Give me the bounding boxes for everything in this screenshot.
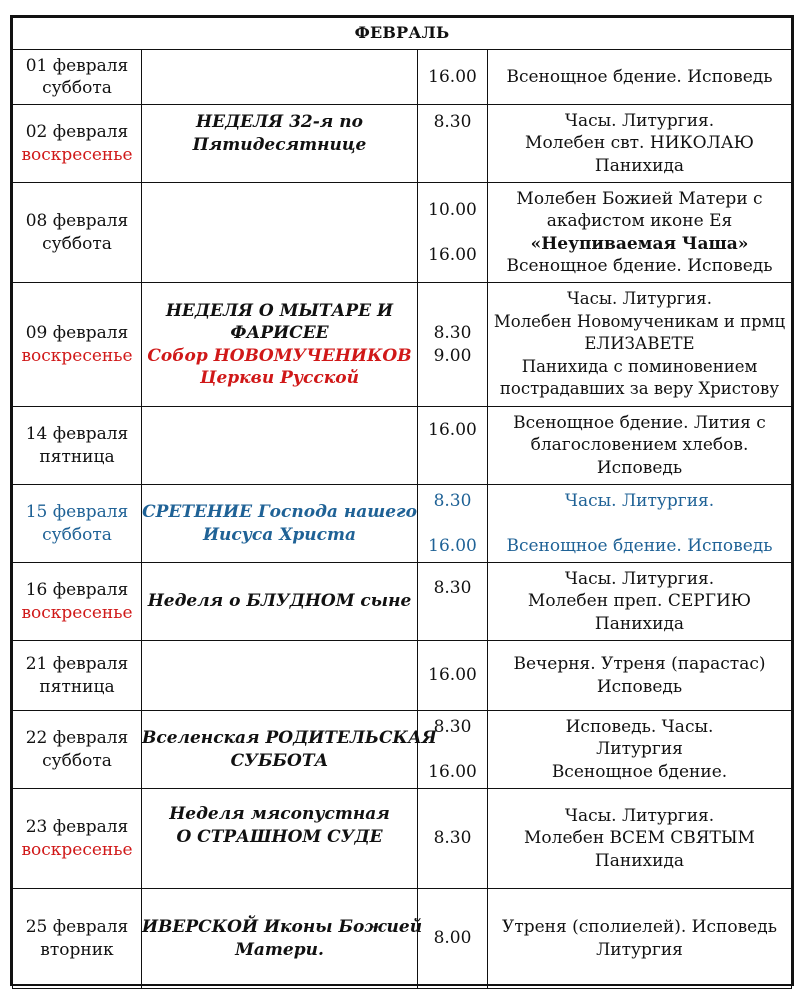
- feast-cell: [142, 50, 418, 105]
- feast-line: ФАРИСЕЕ: [230, 323, 329, 343]
- feast-cell: [142, 789, 418, 889]
- table-row: [13, 50, 792, 105]
- service-line: Панихида: [594, 613, 685, 634]
- service-cell: [488, 105, 792, 183]
- date-cell: [13, 485, 142, 563]
- feast-cell: [142, 485, 418, 563]
- time-label: 8.30: [433, 828, 472, 849]
- feast-line: НЕДЕЛЯ О МЫТАРЕ И: [165, 300, 394, 321]
- time-cell: [418, 50, 488, 105]
- service-line: Молебен Новомученикам и прмц: [493, 311, 786, 331]
- date-label: 16 февраля: [25, 580, 129, 600]
- service-line: Часы. Литургия.: [564, 568, 715, 589]
- date-cell: [13, 407, 142, 485]
- service-line: Молебен Божией Матери с: [516, 188, 763, 209]
- weekday-label: воскресенье: [21, 602, 133, 623]
- service-cell: [488, 641, 792, 711]
- feast-line: Пятидесятнице: [192, 134, 367, 155]
- feast-line: ИВЕРСКОЙ Иконы Божией: [142, 917, 423, 937]
- time-cell: [418, 485, 488, 563]
- service-cell: [488, 711, 792, 789]
- service-cell: [488, 183, 792, 283]
- service-line: Литургия: [596, 739, 683, 760]
- service-line: Панихида: [594, 850, 685, 871]
- time-label: 16.00: [428, 420, 477, 440]
- service-line: Литургия: [596, 939, 683, 960]
- service-line: Всенощное бдение. Исповедь: [506, 66, 773, 87]
- table-row: [13, 889, 792, 989]
- feast-cell: [142, 889, 423, 989]
- date-cell: [13, 789, 142, 889]
- time-label: 10.00: [428, 199, 477, 220]
- date-cell: [13, 711, 142, 789]
- weekday-label: суббота: [42, 750, 112, 771]
- date-cell: [13, 641, 142, 711]
- time-label: 16.00: [428, 244, 477, 265]
- date-cell: [13, 283, 142, 407]
- weekday-label: суббота: [42, 524, 112, 545]
- service-line: Молебен ВСЕМ СВЯТЫМ: [524, 828, 755, 849]
- table-row: [13, 283, 792, 407]
- date-label: 01 февраля: [25, 55, 129, 76]
- table-row: [13, 183, 792, 283]
- time-label: 8.30: [433, 323, 472, 343]
- date-label: 02 февраля: [25, 122, 129, 142]
- feast-line: Вселенская РОДИТЕЛЬСКАЯ: [142, 728, 437, 748]
- feast-line: СУББОТА: [230, 750, 329, 771]
- time-label: 16.00: [428, 761, 477, 782]
- service-line: Исповедь. Часы.: [565, 716, 714, 737]
- service-cell: [488, 789, 792, 889]
- feast-line: НЕДЕЛЯ 32-я по: [196, 112, 363, 132]
- feast-line: Неделя о БЛУДНОМ сыне: [147, 591, 412, 612]
- table-row: [13, 105, 792, 183]
- service-line: Часы. Литургия.: [564, 110, 715, 131]
- feast-line: Церкви Русской: [200, 368, 359, 388]
- service-line: Всенощное бдение.: [551, 761, 728, 782]
- table-row: [13, 407, 792, 485]
- feast-cell: [142, 407, 418, 485]
- feast-line: Иисуса Христа: [202, 524, 357, 545]
- month-header-row: [13, 18, 792, 50]
- time-label: 16.00: [428, 66, 477, 87]
- service-line: Молебен преп. СЕРГИЮ: [527, 591, 752, 612]
- weekday-label: пятница: [39, 676, 115, 697]
- time-label: 8.30: [433, 716, 472, 737]
- time-label: 8.30: [433, 578, 472, 598]
- weekday-label: вторник: [40, 939, 114, 960]
- time-cell: [418, 711, 488, 789]
- table-row: [13, 641, 792, 711]
- service-line: Часы. Литургия.: [564, 805, 715, 826]
- time-label: 9.00: [433, 345, 472, 366]
- date-cell: [13, 183, 142, 283]
- feast-line: СРЕТЕНИЕ Господа нашего: [142, 502, 417, 522]
- date-label: 08 февраля: [25, 211, 129, 231]
- feast-cell: [142, 183, 418, 283]
- service-line: Всенощное бдение. Исповедь: [506, 256, 773, 276]
- feast-line: Матери.: [235, 939, 324, 960]
- service-line: Всенощное бдение. Лития с: [513, 412, 766, 433]
- time-label: 8.30: [433, 112, 472, 132]
- table-row: [13, 485, 792, 563]
- weekday-label: суббота: [42, 233, 112, 254]
- date-label: 25 февраля: [25, 917, 129, 937]
- time-label: 8.30: [433, 490, 472, 511]
- time-cell: [418, 105, 488, 183]
- service-line: Часы. Литургия.: [564, 490, 715, 511]
- date-label: 15 февраля: [25, 502, 129, 522]
- service-cell: [488, 283, 792, 407]
- time-cell: [418, 283, 488, 407]
- table-row: [13, 563, 792, 641]
- time-label: 8.00: [433, 928, 472, 949]
- service-line: Утреня (сполиелей). Исповедь: [502, 917, 777, 937]
- weekday-label: суббота: [42, 78, 112, 98]
- date-label: 22 февраля: [25, 728, 129, 748]
- service-line: пострадавших за веру Христову: [499, 379, 780, 399]
- service-line: акафистом иконе Ея: [546, 211, 733, 231]
- feast-cell: [142, 711, 437, 789]
- service-line: Исповедь: [596, 457, 683, 478]
- service-line: Молебен свт. НИКОЛАЮ: [525, 133, 754, 154]
- service-line: благословением хлебов.: [530, 435, 749, 456]
- service-cell: [488, 563, 792, 641]
- table-row: [13, 711, 792, 789]
- service-line: Всенощное бдение. Исповедь: [506, 535, 773, 556]
- weekday-label: воскресенье: [21, 144, 133, 165]
- feast-line: Неделя мясопустная: [169, 804, 390, 824]
- feast-cell: [142, 563, 418, 641]
- schedule-table: [12, 17, 792, 989]
- time-cell: [418, 183, 488, 283]
- time-label: 16.00: [428, 535, 477, 556]
- service-line: Часы. Литургия.: [567, 289, 712, 309]
- service-line: Исповедь: [596, 676, 683, 697]
- feast-cell: [142, 283, 418, 407]
- feast-line: О СТРАШНОМ СУДЕ: [176, 826, 383, 847]
- date-label: 23 февраля: [25, 817, 129, 837]
- service-cell: [488, 889, 792, 989]
- service-line: Вечерня. Утреня (парастас): [513, 654, 766, 674]
- table-row: [13, 789, 792, 889]
- date-cell: [13, 50, 142, 105]
- feast-line: Собор НОВОМУЧЕНИКОВ: [147, 345, 412, 366]
- date-cell: [13, 889, 142, 989]
- feast-cell: [142, 641, 418, 711]
- schedule-sheet: [10, 15, 794, 986]
- service-line: «Неупиваемая Чаша»: [530, 233, 749, 254]
- service-cell: [488, 407, 792, 485]
- weekday-label: пятница: [39, 446, 115, 467]
- service-cell: [488, 485, 792, 563]
- time-label: 16.00: [428, 665, 477, 686]
- month-title: ФЕВРАЛЬ: [13, 18, 792, 50]
- time-cell: [418, 641, 488, 711]
- weekday-label: воскресенье: [21, 839, 133, 860]
- time-cell: [418, 889, 488, 989]
- date-cell: [13, 105, 142, 183]
- weekday-label: воскресенье: [21, 345, 133, 366]
- service-line: ЕЛИЗАВЕТЕ: [584, 334, 695, 354]
- date-label: 09 февраля: [25, 323, 129, 343]
- time-cell: [418, 563, 488, 641]
- date-label: 21 февраля: [25, 654, 129, 674]
- feast-cell: [142, 105, 418, 183]
- date-cell: [13, 563, 142, 641]
- service-line: Панихида с поминовением: [521, 356, 758, 376]
- service-line: Панихида: [594, 155, 685, 176]
- time-cell: [418, 789, 488, 889]
- date-label: 14 февраля: [25, 424, 129, 444]
- time-cell: [418, 407, 488, 485]
- service-cell: [488, 50, 792, 105]
